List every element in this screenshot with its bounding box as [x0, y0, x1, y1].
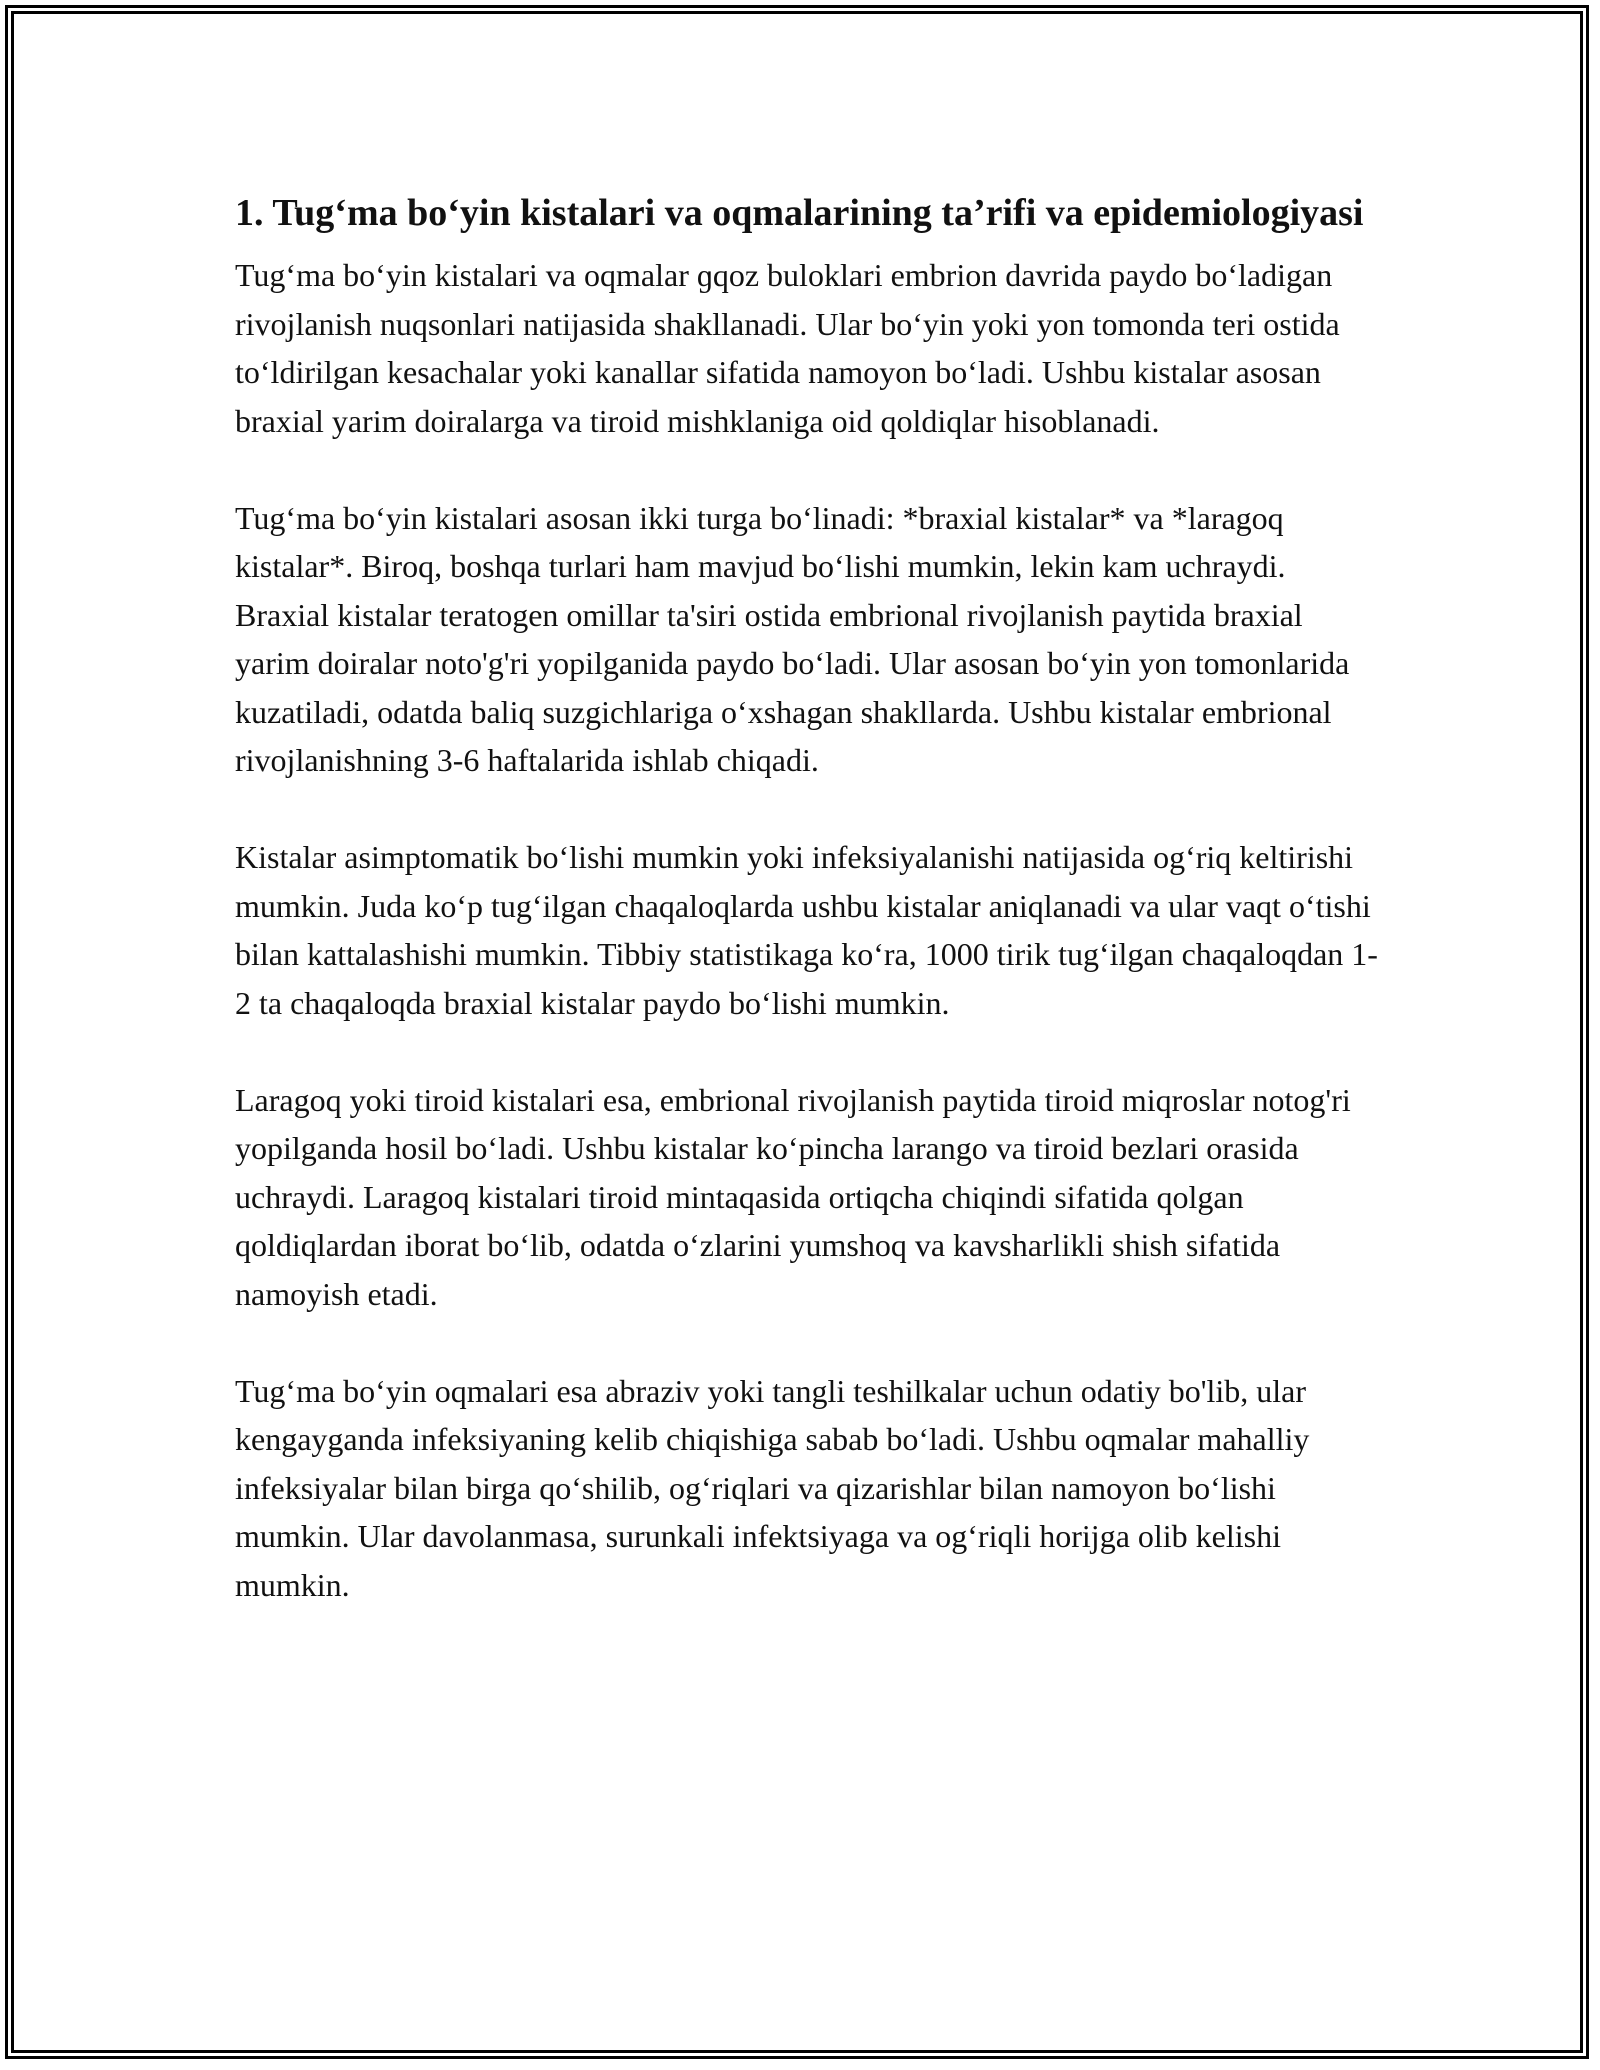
paragraph-4: Laragoq yoki tiroid kistalari esa, embrional rivojlanish paytida tiroid miqroslar notog'ri yopilganda hosil bo‘ladi. Ushbu kistalar ko‘pincha larango va tiroid bezlari orasida uchraydi. Laragoq kistalari tiroid mintaqasida ortiqcha chiqindi sifatida qolgan qoldiqlardan iborat bo‘lib, odatda o‘zlarini yumshoq va kavsharlikli shish sifatida namoyish etadi. — [235, 1081, 1351, 1312]
document-body — [235, 186, 1380, 1658]
paragraph-3: Kistalar asimptomatik bo‘lishi mumkin yoki infeksiyalanishi natijasida og‘riq keltirishi mumkin. Juda ko‘p tug‘ilgan chaqaloqlarda ushbu kistalar aniqlanadi va ular vaqt o‘tishi bilan kattalashishi mumkin. Tibbiy statistikaga ko‘ra, 1000 tirik tug‘ilgan chaqaloqdan 1-2 ta chaqaloqda braxial kistalar paydo bo‘lishi mumkin. — [235, 839, 1378, 1021]
section-heading: 1. Tug‘ma bo‘yin kistalari va oqmalarining ta’rifi va epidemiologiyasi — [235, 192, 1364, 234]
paragraph-5: Tug‘ma bo‘yin oqmalari esa abraziv yoki tangli teshilkalar uchun odatiy bo'lib, ular kengayganda infeksiyaning kelib chiqishiga sabab bo‘ladi. Ushbu oqmalar mahalliy infeksiyalar bilan birga qo‘shilib, og‘riqlari va qizarishlar bilan namoyon bo‘lishi mumkin. Ular davolanmasa, surunkali infektsiyaga va og‘riqli horijga olib kelishi mumkin. — [235, 1372, 1310, 1603]
paragraph-1: Tug‘ma bo‘yin kistalari va oqmalar ɡqoz buloklari embrion davrida paydo bo‘ladigan rivojlanish nuqsonlari natijasida shakllanadi. Ular bo‘yin yoki yon tomonda teri ostida to‘ldirilgan kesachalar yoki kanallar sifatida namoyon bo‘ladi. Ushbu kistalar asosan braxial yarim doiralarga va tiroid mishklaniga oid qoldiqlar hisoblanadi. — [235, 257, 1340, 439]
paragraph-2: Tug‘ma bo‘yin kistalari asosan ikki turga bo‘linadi: *braxial kistalar* va *laragoq kistalar*. Biroq, boshqa turlari ham mavjud bo‘lishi mumkin, lekin kam uchraydi. Braxial kistalar teratogen omillar ta'siri ostida embrional rivojlanish paytida braxial yarim doiralar noto'g'ri yopilganida paydo bo‘ladi. Ular asosan bo‘yin yon tomonlarida kuzatiladi, odatda baliq suzgichlariga o‘xshagan shakllarda. Ushbu kistalar embrional rivojlanishning 3-6 haftalarida ishlab chiqadi. — [235, 499, 1350, 778]
